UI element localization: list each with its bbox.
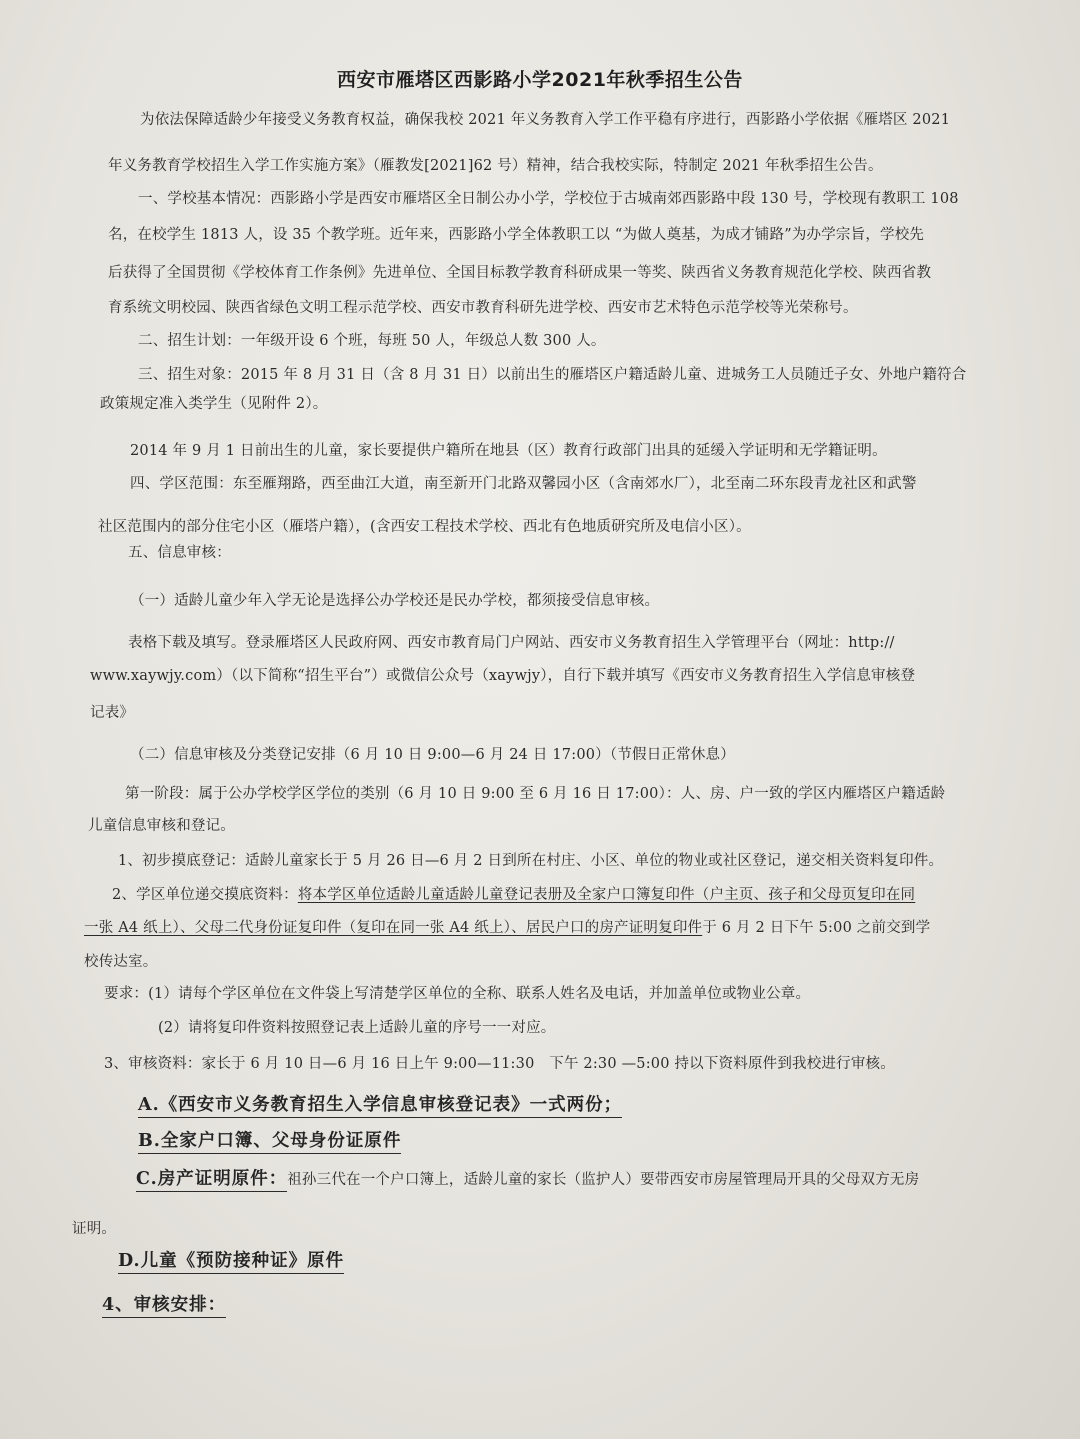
body-line: 育系统文明校园、陕西省绿色文明工程示范学校、西安市教育科研先进学校、西安市艺术特色示范学校等光荣称号。 — [108, 300, 858, 316]
requirement-2: (2）请将复印件资料按照登记表上适龄儿童的序号一一对应。 — [158, 1020, 556, 1036]
body-line: 政策规定准入类学生（见附件 2）。 — [100, 396, 328, 412]
notice-title: 西安市雁塔区西影路小学2021年秋季招生公告 — [337, 69, 743, 91]
item-district-materials — [112, 884, 915, 906]
intro-line: 为依法保障适龄少年接受义务教育权益，确保我校 2021 年义务教育入学工作平稳有序进行，西影路小学依据《雁塔区 2021 — [140, 112, 951, 128]
intro-line: 年义务教育学校招生入学工作实施方案》（雁教发[2021]62 号）精神，结合我校实际，特制定 2021 年秋季招生公告。 — [108, 158, 883, 174]
stage-one-line — [125, 783, 945, 805]
body-text: 2015 年 8 月 31 日（含 8 月 31 日）以前出生的雁塔区户籍适龄儿童、进城务工人员随迁子女、外地户籍符合 — [240, 367, 967, 383]
body-text: 一年级开设 6 个班，每班 50 人，年级总人数 300 人。 — [240, 333, 606, 349]
body-text: 登录雁塔区人民政府网、西安市教育局门户网站、西安市义务教育招生入学管理平台（网址：http:// — [245, 635, 895, 651]
item-prefix: 2、学区单位递交摸底资料： — [112, 887, 298, 903]
body-text: 东至雁翔路，西至曲江大道，南至新开门北路双馨园小区（含南郊水厂），北至南二环东段青龙社区和武警 — [232, 476, 917, 492]
body-line: 社区范围内的部分住宅小区（雁塔户籍），(含西安工程技术学校、西北有色地质研究所及电信小区）。 — [98, 519, 751, 535]
body-line: 名，在校学生 1813 人，设 35 个教学班。近年来，西影路小学全体教职工以 “为做人奠基，为成才铺路”为办学宗旨，学校先 — [108, 227, 925, 243]
section-enrollment-target — [138, 364, 966, 386]
section-heading: 二、招生计划： — [138, 333, 241, 349]
material-d — [118, 1248, 344, 1274]
body-text: 于 6 月 2 日下午 5:00 之前交到学 — [702, 920, 931, 936]
body-line: 记表》 — [90, 705, 135, 721]
section-info-review-heading: 五、信息审核： — [128, 545, 231, 561]
material-d-text: D.儿童《预防接种证》原件 — [118, 1251, 344, 1274]
body-text: 西影路小学是西安市雁塔区全日制公办小学，学校位于古城南郊西影路中段 130 号，学校现有教职工 108 — [270, 191, 959, 207]
body-line: 校传达室。 — [84, 954, 158, 970]
body-line: 后获得了全国贯彻《学校体育工作条例》先进单位、全国目标教学教育科研成果一等奖、陕西省义务教育规范化学校、陕西省教 — [108, 265, 932, 281]
body-text: 祖孙三代在一个户口簿上，适龄儿童的家长（监护人）要带西安市房屋管理局开具的父母双方无房 — [287, 1172, 920, 1188]
material-b — [138, 1128, 401, 1154]
body-line: www.xaywjy.com）（以下简称“招生平台”）或微信公众号（xaywjy），自行下载并填写《西安市义务教育招生入学信息审核登 — [90, 668, 916, 684]
section-heading: 一、学校基本情况： — [138, 191, 271, 207]
body-text: 属于公办学校学区学位的类别（6 月 10 日 9:00 至 6 月 16 日 17:00）：人、房、户一致的学区内雁塔区户籍适龄 — [198, 786, 946, 802]
stage-heading: 第一阶段： — [125, 786, 199, 802]
item-review-arrangement — [102, 1292, 226, 1318]
body-line: 儿童信息审核和登记。 — [88, 818, 235, 834]
material-c — [136, 1166, 919, 1192]
item-initial-registration: 1、初步摸底登记：适龄儿童家长于 5 月 26 日—6 月 2 日到所在村庄、小区、单位的物业或社区登记，递交相关资料复印件。 — [118, 853, 944, 869]
subsection-schedule: （二）信息审核及分类登记安排（6 月 10 日 9:00—6 月 24 日 17:00）（节假日正常休息） — [130, 747, 735, 763]
underlined-text: 全家户口簿复印件（户主页、孩子和父母页复印在同 — [577, 887, 916, 903]
underlined-text: 将本学区单位适龄儿童适龄儿童登记表册及 — [297, 887, 578, 903]
section-enrollment-plan — [138, 330, 606, 352]
item-review-materials: 3、审核资料：家长于 6 月 10 日—6 月 16 日上午 9:00—11:30 下午 2:30 —5:00 持以下资料原件到我校进行审核。 — [104, 1056, 895, 1072]
material-b-text: B.全家户口簿、父母身份证原件 — [138, 1131, 401, 1154]
subsection-review-required: （一）适龄儿童少年入学无论是选择公办学校还是民办学校，都须接受信息审核。 — [130, 593, 660, 609]
material-a-text: A.《西安市义务教育招生入学信息审核登记表》一式两份； — [138, 1095, 622, 1118]
body-line — [84, 917, 930, 939]
underlined-text: 一张 A4 纸上）、父母二代身份证复印件（复印在同一张 A4 纸上）、居民户口的房产证明复印件 — [84, 920, 703, 936]
material-a — [138, 1092, 622, 1118]
body-line: 证明。 — [72, 1221, 117, 1237]
section-heading: 四、学区范围： — [130, 476, 233, 492]
body-line: 2014 年 9 月 1 日前出生的儿童，家长要提供户籍所在地县（区）教育行政部门出具的延缓入学证明和无学籍证明。 — [130, 443, 887, 459]
section-school-district — [130, 473, 917, 495]
requirement-1: 要求：(1）请每个学区单位在文件袋上写清楚学区单位的全称、联系人姓名及电话，并加盖单位或物业公章。 — [104, 986, 811, 1002]
form-heading: 表格下载及填写。 — [128, 635, 246, 651]
item-review-arrangement-text: 4、审核安排： — [102, 1295, 226, 1318]
material-c-heading: C.房产证明原件： — [136, 1169, 287, 1192]
section-school-info — [138, 188, 959, 210]
section-heading: 三、招生对象： — [138, 367, 241, 383]
form-download-line — [128, 632, 895, 654]
